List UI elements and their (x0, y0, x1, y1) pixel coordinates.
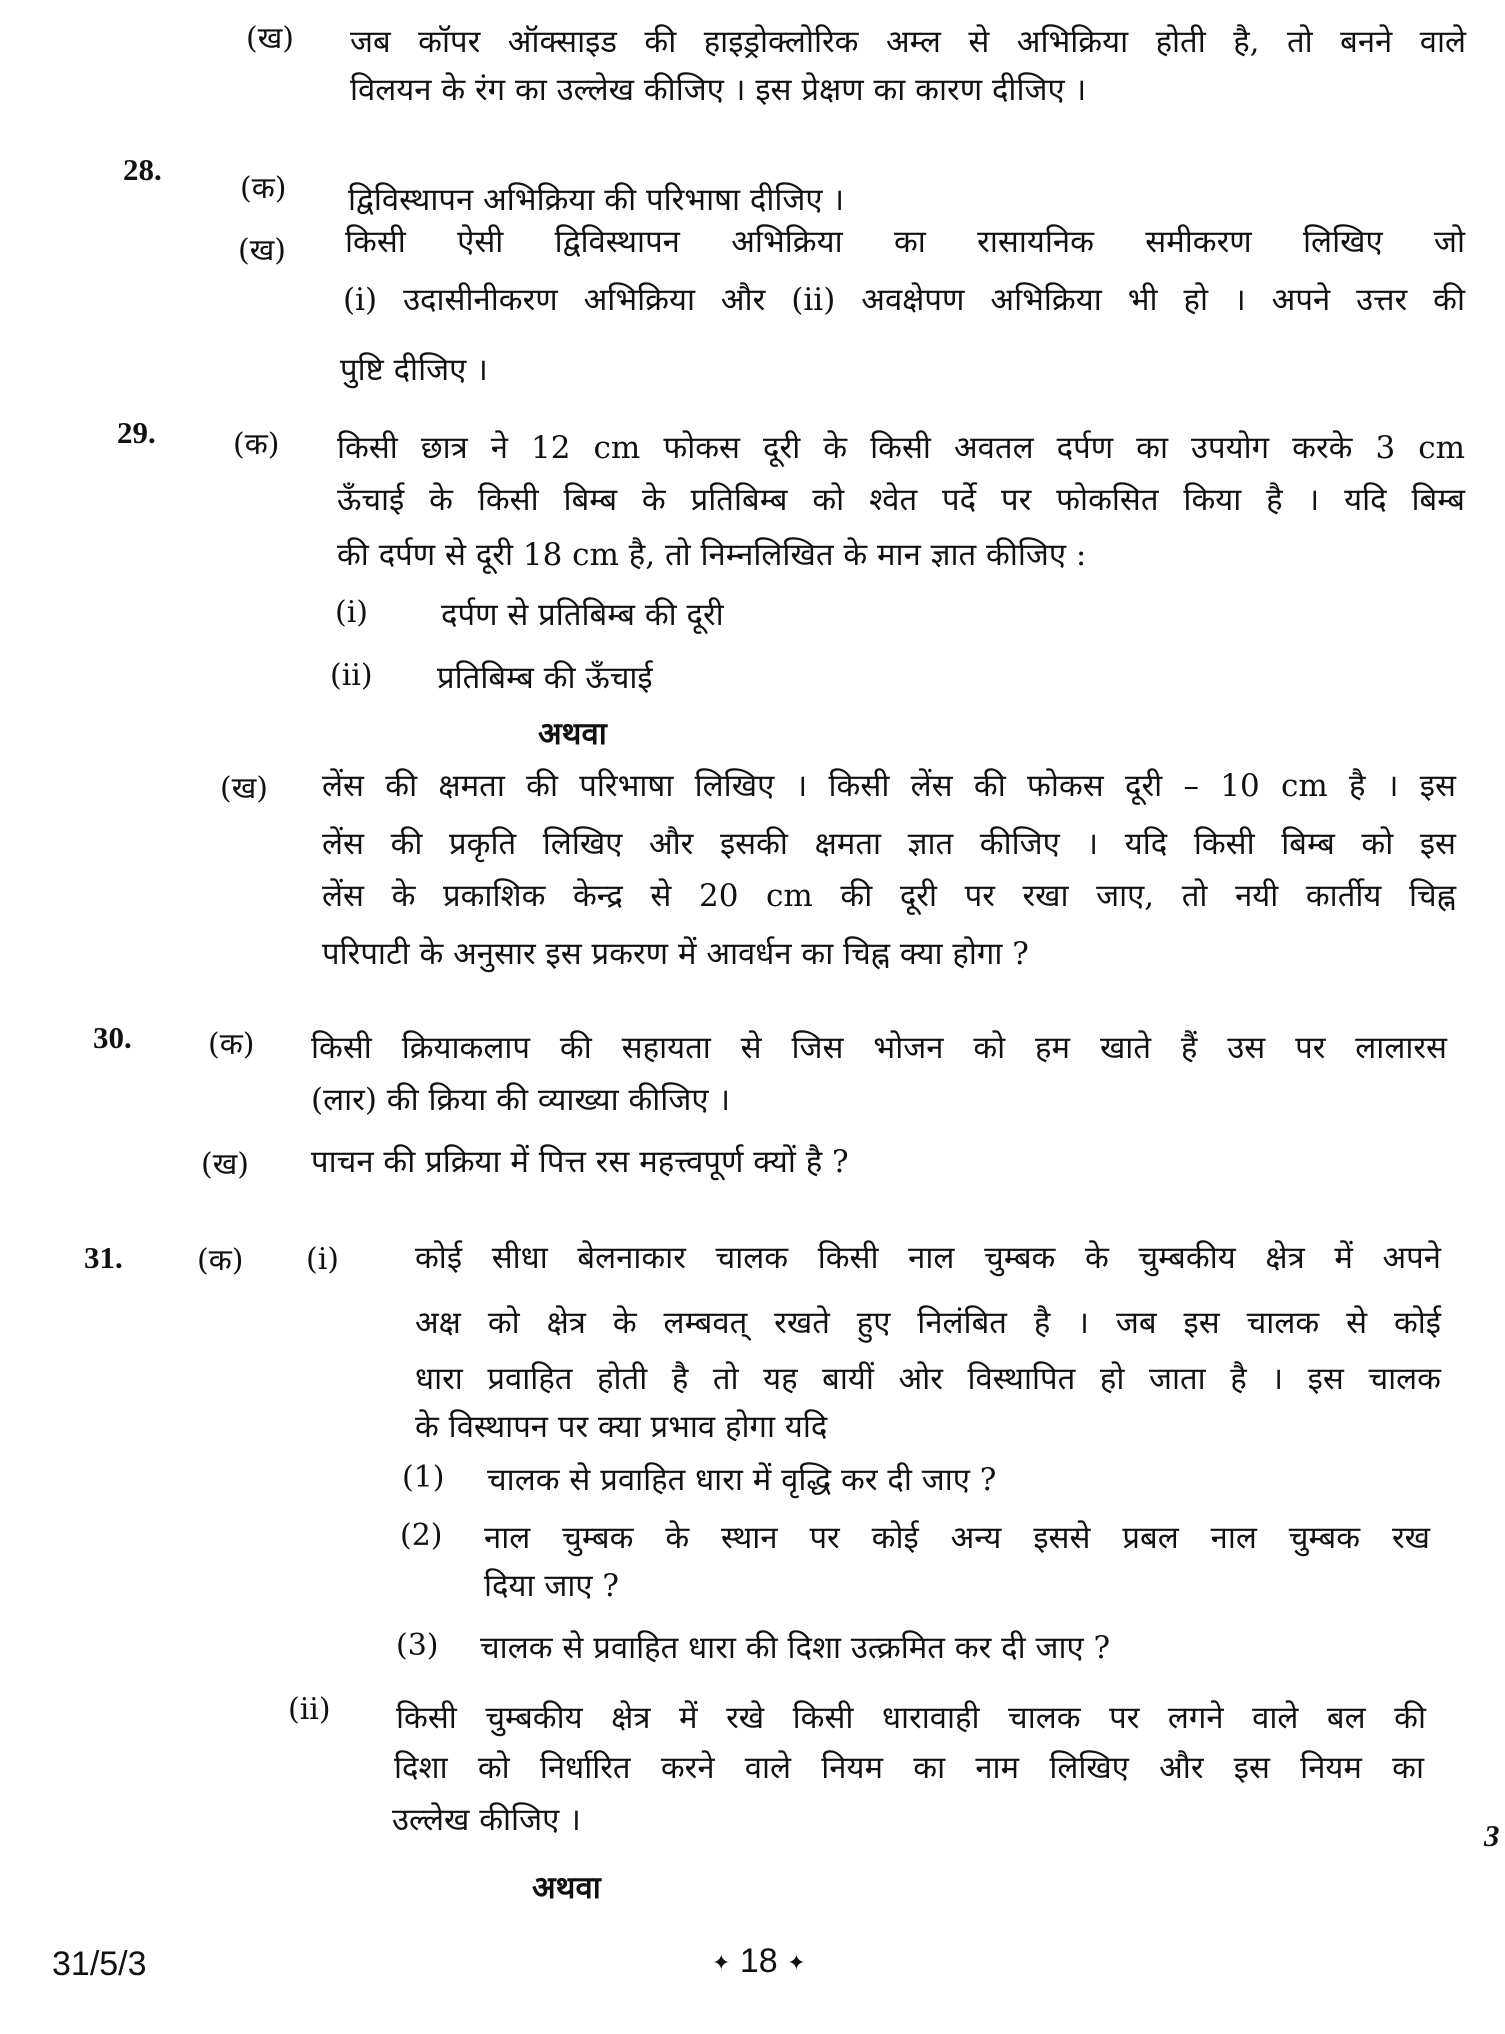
text-line: (लार) की क्रिया की व्याख्या कीजिए । (311, 1082, 731, 1118)
sub-label: (i) (335, 595, 369, 630)
sub-label: (2) (400, 1518, 443, 1553)
text-line: पाचन की प्रक्रिया में पित्त रस महत्त्वपूर्ण क्यों है ? (311, 1144, 849, 1180)
text-line: उल्लेख कीजिए । (392, 1802, 581, 1838)
text-line: किसी छात्र ने 12 cm फोकस दूरी के किसी अवतल दर्पण का उपयोग करके 3 cm (337, 430, 1465, 466)
text-line: किसी क्रियाकलाप की सहायता से जिस भोजन को हम खाते हैं उस पर लालारस (311, 1030, 1447, 1066)
sub-label: (1) (402, 1460, 445, 1495)
text-line: लेंस के प्रकाशिक केन्द्र से 20 cm की दूरी पर रखा जाए, तो नयी कार्तीय चिह्न (322, 878, 1456, 914)
part-label: (ख) (220, 771, 268, 806)
text-line: परिपाटी के अनुसार इस प्रकरण में आवर्धन का चिह्न क्या होगा ? (322, 936, 1029, 972)
sub-label: (3) (396, 1628, 439, 1663)
sub-label: (i) (306, 1242, 340, 1277)
text-line: ऊँचाई के किसी बिम्ब के प्रतिबिम्ब को श्वेत पर्दे पर फोकसित किया है । यदि बिम्ब (337, 482, 1465, 518)
text-line: कोई सीधा बेलनाकार चालक किसी नाल चुम्बक के चुम्बकीय क्षेत्र में अपने (415, 1240, 1441, 1276)
part-label: (क) (233, 427, 280, 462)
diamond-icon: ✦ (712, 1950, 731, 1976)
part-label: (ख) (201, 1147, 249, 1182)
text-line: पुष्टि दीजिए । (340, 352, 488, 388)
text-line: नाल चुम्बक के स्थान पर कोई अन्य इससे प्रबल नाल चुम्बक रख (484, 1520, 1430, 1556)
or-heading: अथवा (532, 1870, 601, 1906)
sub-label: (ii) (330, 658, 373, 693)
text-line: चालक से प्रवाहित धारा में वृद्धि कर दी जाए ? (487, 1462, 997, 1498)
text-line: अक्ष को क्षेत्र के लम्बवत् रखते हुए निलंबित है । जब इस चालक से कोई (415, 1305, 1441, 1341)
text-line: की दर्पण से दूरी 18 cm है, तो निम्नलिखित के मान ज्ञात कीजिए : (337, 537, 1087, 573)
part-label: (ख) (246, 21, 294, 56)
text-line: दिया जाए ? (484, 1568, 620, 1604)
text-line: दिशा को निर्धारित करने वाले नियम का नाम लिखिए और इस नियम का (394, 1750, 1424, 1786)
marks: 3 (1484, 1818, 1500, 1853)
page-number-text: 18 (739, 1942, 778, 1980)
question-number: 28. (123, 152, 162, 187)
paper-code: 31/5/3 (52, 1945, 147, 1983)
page-number (712, 1942, 806, 1981)
text-line: प्रतिबिम्ब की ऊँचाई (437, 660, 653, 696)
question-number: 30. (93, 1020, 132, 1055)
question-number: 29. (117, 415, 156, 450)
part-label: (क) (197, 1243, 244, 1278)
part-label: (ख) (238, 233, 286, 268)
or-heading: अथवा (538, 716, 607, 752)
part-label: (क) (208, 1027, 255, 1062)
text-line: लेंस की क्षमता की परिभाषा लिखिए । किसी लेंस की फोकस दूरी – 10 cm है । इस (322, 768, 1456, 804)
text-line: किसी चुम्बकीय क्षेत्र में रखे किसी धारावाही चालक पर लगने वाले बल की (396, 1700, 1426, 1736)
text-line: चालक से प्रवाहित धारा की दिशा उत्क्रमित कर दी जाए ? (480, 1630, 1111, 1666)
text-line: द्विविस्थापन अभिक्रिया की परिभाषा दीजिए । (348, 182, 845, 218)
text-line: विलयन के रंग का उल्लेख कीजिए । इस प्रेक्षण का कारण दीजिए । (350, 72, 1087, 108)
text-line: लेंस की प्रकृति लिखिए और इसकी क्षमता ज्ञात कीजिए । यदि किसी बिम्ब को इस (322, 826, 1456, 862)
sub-label: (ii) (288, 1692, 331, 1727)
text-line: दर्पण से प्रतिबिम्ब की दूरी (441, 597, 724, 633)
text-line: (i) उदासीनीकरण अभिक्रिया और (ii) अवक्षेपण अभिक्रिया भी हो । अपने उत्तर की (343, 282, 1465, 318)
diamond-icon: ✦ (787, 1950, 806, 1976)
text-line: धारा प्रवाहित होती है तो यह बायीं ओर विस्थापित हो जाता है । इस चालक (415, 1361, 1441, 1397)
question-number: 31. (84, 1240, 123, 1275)
text-line: जब कॉपर ऑक्साइड की हाइड्रोक्लोरिक अम्ल से अभिक्रिया होती है, तो बनने वाले (350, 24, 1466, 60)
part-label: (क) (240, 171, 287, 206)
text-line: किसी ऐसी द्विविस्थापन अभिक्रिया का रासायनिक समीकरण लिखिए जो (345, 224, 1465, 260)
text-line: के विस्थापन पर क्या प्रभाव होगा यदि (415, 1409, 828, 1445)
